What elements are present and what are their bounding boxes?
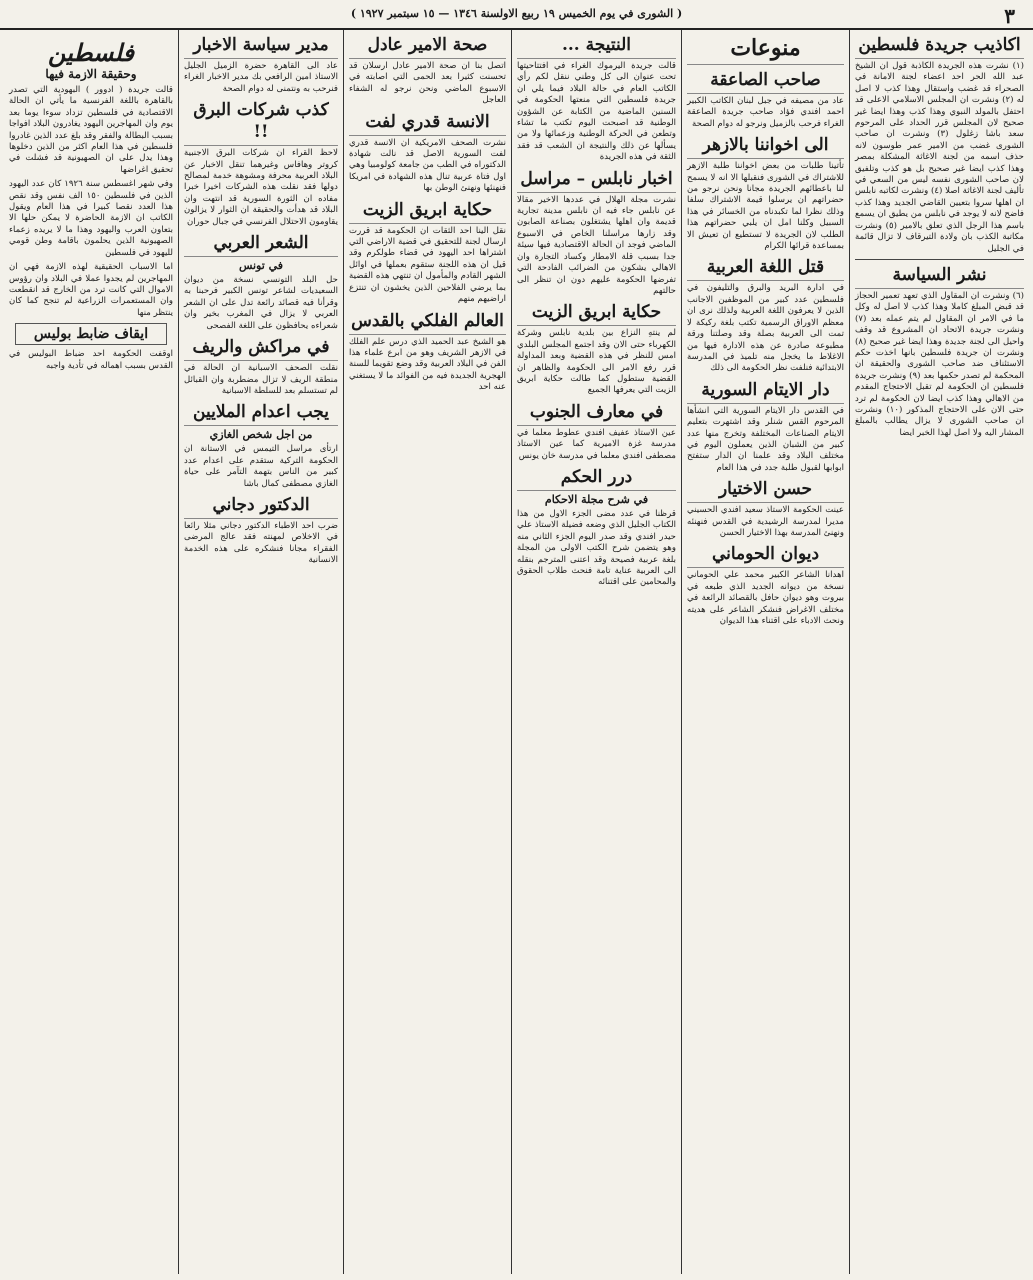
article-body: قرظنا في عدد مضى الجزء الاول من هذا الكتاب الجليل الذي وضعه فضيلة الاستاذ علي حيدر افندي وقد صدر اليوم الجزء الثاني منه وهو يتضمن شرح الكتب الاولى من المجلة بلغة عربية فصيحة وقد اعتنى المترجم بنقله الى العربية عناية تامة فنحث طلاب الحقوق والمحامين على اقتنائه (517, 508, 676, 588)
article-headline: حكاية ابريق الزيت (517, 301, 676, 326)
article-headline: الى اخواننا بالازهر (687, 134, 844, 159)
article-body: اما الاسباب الحقيقية لهذه الازمة فهي ان المهاجرين لم يجدوا عملا في البلاد وان رؤوس الاموال التي كانت ترد من الخارج قد انقطعت وان المستعمرات الزراعية لم تنجح كما كان ينتظر منها (9, 262, 173, 318)
masthead (0, 0, 1033, 30)
column-5 (178, 30, 343, 1274)
article-headline: ايقاف ضابط بوليس (15, 323, 167, 345)
article-body: قالت جريدة ( ادوور ) البهودية التي تصدر بالقاهرة باللغة الفرنسية ما يأتي ان الحالة الاقتصادية في فلسطين تزداد سوءا يوما بعد يوم وان المهاجرين اليهود يغادرون البلاد افواجا بسبب البطالة والفقر وقد بلغ عدد الذين غادروا فلسطين في هذا العام اكثر من الذين دخلوها وهذا يدل على ان الصهيونية قد فشلت في تحقيق اغراضها (9, 85, 173, 175)
article-headline: درر الحكم (517, 466, 676, 491)
columns (4, 30, 1029, 1274)
article-body: (١) نشرت هذه الجريدة الكاذبة قول ان الشيخ عبد الله الحر احد اعضاء لجنة الامانة في الصحراء قد غضب واستقال وهذا كذب لا اصل له (٢) ونشرت ان المجلس الاسلامي الاعلى قد احتفل بالمولد النبوي وهذا كذب وهذا ايضا غير صحيح لان المجلس قرر الحداد على المرحوم سعد باشا زغلول (٣) ونشرت ان صاحب الشورى غضب من الامير عمر طوسون لانه حذف اسمه من لجنة الاغاثة المشكلة بمصر وهذا كذب ايضا غير صحيح بل هو كذب وتلفيق لان صاحب الشورى نفسه ليس من السعي في تأليف لجنة الاغاثة اصلا (٤) ونشرت لكاتبه نابلس ان اهلها سروا بتعيين القاضي الجديد وهذا كذب فاضح لانه لا يوجد في نابلس من يطيق ان يسمع باسم هذا الرجل الذي تعلق بالامير (٥) ونشرت مكاتبة الكذب بان ولادة التيرقاف لا تزال قائمة في الجليل (855, 61, 1024, 254)
article-headline: ديوان الحوماني (687, 543, 844, 568)
article-subheadline: من اجل شخص الغازي (209, 428, 313, 442)
article-body: عين الاستاذ عفيف افندي عطوط معلما في مدرسة غزة الاميرية كما عين الاستاذ مصطفى افندي معلما في مدرسة خان يونس (517, 427, 676, 461)
article-subheadline: في تونس (238, 259, 284, 273)
article-body: قالت جريدة اليرموك الغراء في افتتاحيتها تحت عنوان الى كل وطني ننقل لكم رأي الكاتب العام في حالة البلاد فيما يلي ان جريدة فلسطين التي منعتها الحكومة في السنين الماضية من الكتابة عن الشؤون الوطنية قد اصبحت اليوم تكتب ما تشاء وتطعن في الحركة الوطنية وزعمائها ولا من يسألها عن ذلك والنتيجة ان الشعب قد فقد الثقة في هذه الجريدة (517, 61, 676, 163)
article-headline: النتيجة ... (517, 34, 676, 59)
article-body: اوقفت الحكومة احد ضباط البوليس في القدس بسبب اهماله في تأدية واجبه (9, 349, 173, 371)
article-body: اهدانا الشاعر الكبير محمد علي الحوماني نسخة من ديوانه الجديد الذي طبعه في بيروت وهو ديوان حافل بالقصائد الرائعة في مختلف الاغراض فنشكر الشاعر على هديته ونحث الادباء على اقتناء هذا الديوان (687, 570, 844, 626)
article-headline: دار الايتام السورية (687, 379, 844, 404)
article-body: عاد الى القاهرة حضرة الزميل الجليل الاستاذ امين الرافعي بك مدير الاخبار الغراء فنرحب به ونتمنى له دوام الصحة (184, 61, 338, 94)
article-body: تأتينا طلبات من بعض اخواننا طلبة الازهر للاشتراك في الشورى فنقبلها الا انه لا يسمح لنا باعطائهم الجريدة مجانا ونحن نرجو من حضراتهم ان يرسلوا قيمة الاشتراك سلفا وذلك نظرا لما تكبدناه من الخسائر في هذا السبيل وكلنا امل ان يلبي حضراتهم هذا الطلب لان الجريدة لا تستطيع ان تعيش الا بمساعدة قرائها الكرام (687, 161, 844, 252)
article-body: لم ينتهِ النزاع بين بلدية نابلس وشركة الكهرباء حتى الان وقد اجتمع المجلس البلدي امس للنظر في هذه القضية وبعد المداولة قرر رفع الامر الى الحكومة والظاهر ان القضية ستطول كما طالت حكاية ابريق الزيت التي يعرفها الجميع (517, 328, 676, 396)
article-headline: الدكتور دجاني (184, 494, 338, 519)
article-body: نقلت الصحف الاسبانية ان الحالة في منطقة الريف لا تزال مضطربة وان القبائل لم تستسلم بعد للسلطة الاسبانية (184, 363, 338, 396)
article-headline: يجب اعدام الملايين (184, 401, 338, 426)
article-body: اتصل بنا ان صحة الامير عادل ارسلان قد تحسنت كثيرا بعد الحمى التي اصابته في الاسبوع الماضي ونحن نرجو له الشفاء العاجل (349, 61, 506, 106)
article-headline: نشر السياسة (855, 264, 1024, 289)
divider (855, 259, 1024, 260)
article-headline: حسن الاختيار (687, 478, 844, 503)
article-subheadline: في شرح مجلة الاحكام (544, 492, 649, 506)
page-number: ٣ (1004, 4, 1015, 28)
article-headline: في معارف الجنوب (517, 401, 676, 426)
article-body: نشرت الصحف الامريكية ان الانسة قدري لفت السورية الاصل قد نالت شهادة الدكتوراه في الطب من جامعة كولومبيا وهي اول فتاة عربية تنال هذه الشهادة في امريكا فنهنئها ونهنئ الوطن بها (349, 137, 506, 194)
section-logo: فلسطين (47, 38, 135, 67)
article-headline: صاحب الصاعقة (687, 69, 844, 94)
section-subtitle: وحقيقة الازمة فيها (45, 67, 137, 81)
article-headline: مدير سياسة الاخبار (184, 34, 338, 59)
article-body: لاحظ القراء ان شركات البرق الاجنبية كروتر وهافاس وغيرهما تنقل الاخبار عن البلاد العربية محرفة ومشوهة خدمة لمصالح دولها فقد نقلت هذه الشركات اخيرا خبرا مفاده ان الثورة السورية قد انتهت وان البلاد قد هدأت والحقيقة ان الثوار لا يزالون يقاومون الاحتلال الفرنسي في جبال حوران (184, 148, 338, 227)
date-line: ( الشورى في يوم الخميس ١٩ ربيع الاولسنة ١٣٤٦ — ١٥ سبتمبر ١٩٢٧ ) (350, 7, 683, 20)
article-body: وفي شهر اغسطس سنة ١٩٢٦ كان عدد اليهود الذين في فلسطين ١٥٠ الف نفس وقد نقص هذا العدد نقصا كبيرا في هذا العام ويقول الكاتب ان الازمة الحاضرة لا يمكن حلها الا بتعاون العرب واليهود وهذا ما لا يريده زعماء الصهيونية الذين يحلمون باقامة وطن قومي لليهود في فلسطين (9, 179, 173, 258)
column-1 (849, 30, 1029, 1274)
column-3 (511, 30, 681, 1274)
article-body: (٦) ونشرت ان المقاول الذي تعهد تعمير الحجاز قد قبض المبلغ كاملا وهذا كذب لا اصل له وكل ما في الامر ان المقاول لم يتم عمله بعد (٧) ونشرت جريدة الاتحاد ان المشروع قد وقف واحيل الى لجنة جديدة وهذا ايضا غير صحيح (٨) ونشرت ان جريدة فلسطين بانها اخذت حكم الاستئناف ضد صاحب الشورى والحقيقة ان المحكمة لم تصدر حكمها بعد (٩) ونشرت جريدة فلسطين ان الحكومة لم تقبل الاحتجاج المقدم من الاهالي وهذا كذب ايضا لان الحكومة لم ترد حتى الان على الاحتجاج المذكور (١٠) ونشرت ان صاحب الشورى لا يزال يطالب بالمبلغ المشار اليه ولا اصل لهذا الخبر ايضا (855, 290, 1024, 438)
column-6 (4, 30, 178, 1274)
article-body: في ادارة البريد والبرق والتليفون في فلسطين عدد كبير من الموظفين الاجانب الذين لا يعرفون اللغة العربية ولذلك نرى ان معظم الاوراق الرسمية تكتب بلغة ركيكة لا تمت الى العربية بصلة وقد وصلتنا ورقة مطبوعة صادرة عن هذه الادارة فيها من الاغلاط ما يخجل منه تلميذ في المدرسة الابتدائية فنلفت نظر الحكومة الى ذلك (687, 283, 844, 374)
article-headline: اكاذيب جريدة فلسطين (855, 34, 1024, 59)
article-headline: في مراكش والريف (184, 336, 338, 361)
article-body: ضرب احد الاطباء الدكتور دجاني مثلا رائعا في الاخلاص لمهنته فقد عالج المرضى الفقراء مجانا فنشكره على هذه الخدمة الانسانية (184, 520, 338, 566)
column-2 (681, 30, 849, 1274)
article-headline: كذب شركات البرق !! (184, 99, 338, 146)
article-headline: اخبار نابلس – مراسل (517, 168, 676, 193)
section-brand: منوعات (687, 34, 844, 65)
article-body: في القدس دار الايتام السورية التي انشأها المرحوم القس شنلر وقد اشتهرت بتعليم الايتام الصناعات المختلفة وتخرج منها عدد كبير من الشبان الذين يعملون اليوم في مختلف البلاد وقد علمنا ان الدار ستفتح ابوابها لقبول طلبة جدد في هذا العام (687, 405, 844, 473)
column-4 (343, 30, 511, 1274)
article-body: ارتأى مراسل التيمس في الاستانة ان الحكومة التركية ستقدم على اعدام عدد كبير من الناس بتهمة التآمر على حياة الغازي مصطفى كمال باشا (184, 444, 338, 489)
article-headline: صحة الامير عادل (349, 34, 506, 59)
article-body: حل البلد التونسي نسخة من ديوان السعيديات لشاعر تونس الكبير فرحبنا به وقرأنا فيه قصائد رائعة تدل على ان الشعر العربي لا يزال في المغرب بخير وان شعراءه يحافظون على اللغة الفصحى (184, 275, 338, 331)
article-headline: قتل اللغة العربية (687, 256, 844, 281)
article-headline: الشعر العربي (184, 232, 338, 257)
article-body: هو الشيخ عبد الحميد الذي درس علم الفلك في الازهر الشريف وهو من ابرع علماء هذا الفن في البلاد العربية وقد وضع تقويما للسنة الهجرية الجديدة فيه من الفوائد ما لا يستغني عنه احد (349, 336, 506, 393)
article-body: نشرت مجلة الهلال في عددها الاخير مقالا عن نابلس جاء فيه ان نابلس مدينة تجارية قديمة وان اهلها يشتغلون بصناعة الصابون وقد زارها مراسلنا الخاص في الاسبوع الماضي فوجد ان الحالة الاقتصادية فيها سيئة جدا بسبب قلة الامطار وكساد التجارة وان الاهالي يشكون من الضرائب الفادحة التي تفرضها الحكومة عليهم دون ان تنظر الى حالتهم (517, 194, 676, 296)
article-body: عاد من مصيفه في جبل لبنان الكاتب الكبير احمد افندي فؤاد صاحب جريدة الصاعقة الغراء فرحب بالزميل ونرجو له دوام الصحة (687, 96, 844, 129)
article-headline: حكاية ابريق الزيت (349, 199, 506, 224)
article-body: عينت الحكومة الاستاذ سعيد افندي الحسيني مديرا لمدرسة الرشيدية في القدس فنهنئه ونهنئ المدرسة بهذا الاختيار الحسن (687, 505, 844, 538)
article-headline: الانسة قدري لفت (349, 111, 506, 136)
article-body: نقل الينا احد الثقات ان الحكومة قد قررت ارسال لجنة للتحقيق في قضية الاراضي التي اشتراها احد اليهود في قضاء طولكرم وقد قيل ان هذه اللجنة ستقوم بعملها في اوائل الشهر القادم والمأمول ان تنتهي هذه القضية بما يرضي الفلاحين الذين يخشون ان تنتزع اراضيهم منهم (349, 225, 506, 305)
article-headline: العالم الفلكي بالقدس (349, 310, 506, 335)
